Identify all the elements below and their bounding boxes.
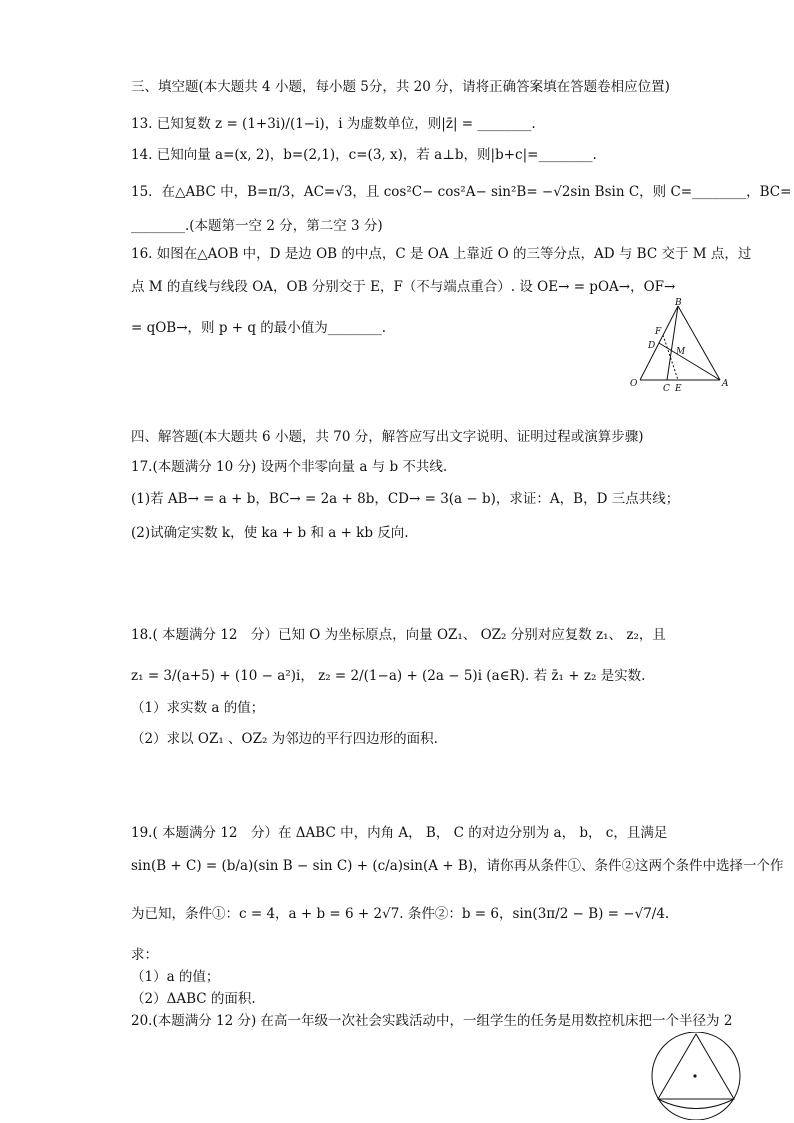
label-D: D: [648, 341, 656, 351]
segment-AB: [678, 306, 720, 380]
q16-triangle-figure: [626, 298, 742, 394]
question-15-line-1: 15．在△ABC 中，B=π/3，AC=√3，且 cos²C− cos²A− sin²B= −√2sin Bsin C，则 C=________，BC=: [131, 184, 792, 200]
label-A: A: [722, 379, 729, 389]
label-B: B: [675, 298, 682, 308]
question-16-line-3: = qOB→，则 p + q 的最小值为________.: [131, 320, 387, 336]
question-18-formula: z₁ = 3/(a+5) + (10 − a²)i， z₂ = 2/(1−a) + (2a − 5)i (a∈R). 若 z̄₁ + z₂ 是实数.: [131, 668, 646, 684]
inscribed-triangle: [658, 1034, 734, 1099]
label-E: E: [675, 384, 682, 394]
question-13: 13. 已知复数 z = (1+3i)/(1−i)，i 为虚数单位，则|z̄| = ________.: [131, 116, 536, 132]
label-M: M: [676, 347, 686, 357]
lower-arc: [658, 1099, 734, 1109]
q20-circle-figure: [648, 1032, 744, 1120]
question-16-line-2: 点 M 的直线与线段 OA，OB 分别交于 E，F（不与端点重合）. 设 OE→ = pOA→，OF→: [131, 279, 676, 295]
question-16-line-1: 16. 如图在△AOB 中，D 是边 OB 的中点，C 是 OA 上靠近 O 的三等分点，AD 与 BC 交于 M 点，过: [131, 246, 752, 262]
question-19-part-2: （2）ΔABC 的面积.: [131, 991, 256, 1007]
question-18-part-2: （2）求以 OZ₁ 、OZ₂ 为邻边的平行四边形的面积.: [131, 731, 438, 747]
question-19-head: 19.( 本题满分 12 分）在 ΔABC 中，内角 A， B， C 的对边分别为 a， b， c，且满足: [131, 825, 668, 841]
question-19-part-1: （1）a 的值；: [131, 969, 220, 985]
question-17-part-1: (1)若 AB→ = a + b，BC→ = 2a + 8b，CD→ = 3(a − b)，求证：A，B，D 三点共线；: [131, 491, 680, 507]
question-17-part-2: (2)试确定实数 k，使 ka + b 和 a + kb 反向.: [131, 525, 409, 541]
question-15-line-2: ________.(本题第一空 2 分，第二空 3 分): [131, 218, 383, 234]
question-18-part-1: （1）求实数 a 的值；: [131, 700, 265, 716]
question-17-head: 17.(本题满分 10 分) 设两个非零向量 a 与 b 不共线.: [131, 459, 448, 475]
section-4-title: 四、解答题(本大题共 6 小题，共 70 分，解答应写出文字说明、证明过程或演算步骤): [131, 429, 644, 445]
question-19-conditions: 为已知，条件①：c = 4，a + b = 6 + 2√7. 条件②：b = 6，sin(3π/2 − B) = −√7/4.: [131, 906, 670, 922]
section-3-title: 三、填空题(本大题共 4 小题，每小题 5分，共 20 分，请将正确答案填在答题卷相应位置): [131, 79, 670, 95]
question-18-head: 18.( 本题满分 12 分）已知 O 为坐标原点，向量 OZ₁、 OZ₂ 分别对应复数 z₁、 z₂，且: [131, 627, 666, 643]
question-14: 14. 已知向量 a=(x, 2)，b=(2,1)，c=(3, x)，若 a⊥b，则|b+c|=________.: [131, 147, 597, 163]
question-19-formula: sin(B + C) = (b/a)(sin B − sin C) + (c/a)sin(A + B)，请你再从条件①、条件②这两个条件中选择一个作: [131, 858, 784, 874]
label-F: F: [655, 327, 662, 337]
label-C: C: [663, 384, 670, 394]
center-point: [693, 1074, 696, 1077]
question-20-head: 20.(本题满分 12 分) 在高一年级一次社会实践活动中，一组学生的任务是用数控机床把一个半径为 2: [131, 1013, 733, 1029]
label-O: O: [630, 379, 638, 389]
question-19-ask: 求：: [131, 947, 158, 963]
